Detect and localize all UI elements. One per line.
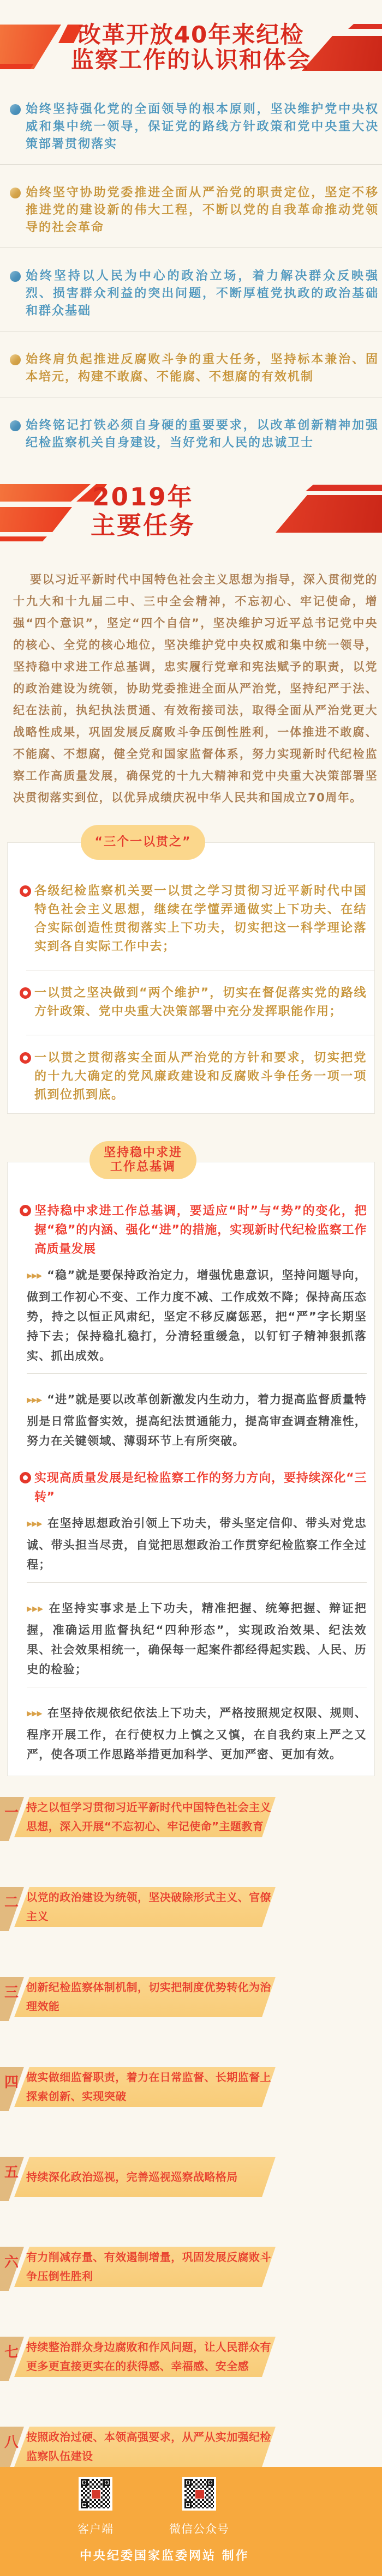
qr-label: 客户端 <box>77 2523 114 2536</box>
list-item <box>0 397 382 452</box>
list-item <box>0 248 382 331</box>
card-item-text: 一以贯之贯彻落实全面从严治党的方针和要求，切实把党的十九大确定的党风廉政建设和反腐败斗争任务一项一项抓到位抓到底。 <box>34 1051 367 1102</box>
task-banner-3 <box>0 1977 276 2017</box>
card-item-text: 各级纪检监察机关要一以贯之学习贯彻习近平新时代中国特色社会主义思想，继续在学懂弄通做实上下功夫、在结合实际创造性贯彻落实上下功夫，切实把这一科学理论落实到各自实际工作中去； <box>34 884 367 954</box>
pill-text-line2: 工作总基调 <box>110 1160 176 1174</box>
bullet-dot-icon <box>10 188 21 198</box>
sub-item-text: 在坚持依规依纪依法上下功夫，严格按照规定权限、规则、程序开展工作，在行使权力上慎之又慎，在自我约束上严之又严，使各项工作思路举措更加科学、更加严密、更加有效。 <box>27 1706 367 1761</box>
card-red-item <box>8 1469 374 1507</box>
card-item-text: 实现高质量发展是纪检监察工作的努力方向，要持续深化“三转” <box>34 1471 367 1504</box>
banner-number: 一 <box>4 1805 19 1821</box>
ring-bullet-icon <box>20 1205 31 1216</box>
triple-arrow-icon: ▶▶▶ <box>27 1710 42 1718</box>
card-sub-item <box>27 1390 367 1451</box>
section-pill-label <box>81 825 206 860</box>
section-title <box>0 483 382 540</box>
qr-block-app <box>77 2477 114 2536</box>
triple-arrow-icon: ▶▶▶ <box>27 1520 42 1528</box>
qr-label: 微信公众号 <box>169 2523 229 2536</box>
tasks-2019-heading <box>0 484 382 540</box>
banner-number: 六 <box>4 2254 19 2271</box>
qr-code-icon <box>79 2477 112 2511</box>
sub-item-text: “进”就是要以改革创新激发内生动力，着力提高监督质量特别是日常监督实效，提高纪法贯通能力，提高审查调查精准性，努力在关键领域、薄弱环节上有所突破。 <box>27 1393 367 1447</box>
task-banner-2 <box>0 1887 276 1927</box>
banner-number: 七 <box>4 2344 19 2361</box>
list-item <box>0 165 382 248</box>
masthead <box>0 0 382 71</box>
numbered-task-list <box>0 1797 382 2467</box>
task-banner-5 <box>0 2157 276 2197</box>
pill-text-line1: 坚持稳中求进 <box>103 1146 182 1160</box>
principle-text: 始终坚守协助党委推进全面从严治党的职责定位，坚定不移推进党的建设新的伟大工程，不断以党的自我革命推动党领导的社会革命 <box>26 186 379 234</box>
triple-arrow-icon: ▶▶▶ <box>27 1272 42 1280</box>
sub-item-text: 在坚持思想政治引领上下功夫，带头坚定信仰、带头对党忠诚、带头担当尽责，自觉把思想政治工作贯穿纪检监察工作全过程； <box>27 1517 367 1571</box>
qr-finder-icon <box>103 2479 110 2486</box>
principles-list <box>0 101 382 452</box>
banner-number: 八 <box>4 2434 19 2451</box>
qr-code-icon <box>182 2477 216 2511</box>
card-wenzhongqiujin <box>7 1162 375 1776</box>
list-item <box>0 331 382 397</box>
task-banner-7 <box>0 2337 276 2377</box>
qr-logo-icon <box>91 2489 101 2499</box>
sub-item-text: “稳”就是要保持政治定力，增强忧患意识，坚持问题导向，做到工作初心不变、工作力度不减、工作成效不降；保持高压态势，持之以恒正风肃纪，坚定不移反腐惩恶，把“严”字长期坚持下去；保持稳扎稳打，分清轻重缓急，以钉钉子精神狠抓落实、抓出成效。 <box>27 1269 367 1362</box>
section-title-line2: 主要任务 <box>90 511 195 540</box>
bullet-dot-icon <box>10 420 21 431</box>
pill-row <box>0 825 382 860</box>
lead-paragraph: 要以习近平新时代中国特色社会主义思想为指导，深入贯彻党的十九大和十九届二中、三中全会精神，不忘初心、牢记使命，增强“四个意识”，坚定“四个自信”，坚决维护习近平总书记党中央的核心、全党的核心地位，坚决维护党中央权威和集中统一领导，坚持稳中求进工作总基调，忠实履行党章和宪法赋予的职责，以党的政治建设为统领，协助党委推进全面从严治党，坚持纪严于法、纪在法前，执纪执法贯通、有效衔接司法，取得全面从严治党更大战略性成果，巩固发展反腐败斗争压倒性胜利，一体推进不敢腐、不能腐、不想腐，健全党和国家监督体系，努力实现新时代纪检监察工作高质量发展，确保党的十九大精神和党中央重大决策部署坚决贯彻落实到位，以优异成绩庆祝中华人民共和国成立70周年。 <box>13 573 378 804</box>
list-item <box>0 101 382 165</box>
banner-number: 四 <box>4 2074 19 2091</box>
section-title-line1: 2019年 <box>92 482 194 511</box>
card-item-text: 一以贯之坚决做到“两个维护”，切实在督促落实党的路线方针政策、党中央重大决策部署中充分发挥职能作用； <box>34 986 367 1018</box>
qr-finder-icon <box>207 2479 214 2486</box>
card-item-text: 坚持稳中求进工作总基调，要适应“时”与“势”的变化，把握“稳”的内涵、强化“进”的措施，实现新时代纪检监察工作高质量发展 <box>34 1204 367 1256</box>
bullet-dot-icon <box>10 354 21 365</box>
task-banner-8 <box>0 2427 276 2467</box>
page-title-line1: 改革开放40年来纪检 <box>77 21 305 48</box>
banner-label: 持续深化政治巡视，完善巡视巡察战略格局 <box>26 2170 238 2183</box>
card-item <box>8 1049 374 1105</box>
ring-bullet-icon <box>20 987 31 999</box>
sub-item-text: 在坚持实事求是上下功夫，精准把握、统筹把握、辩证把握，准确运用监督执纪“四种形态”，实现政治效果、纪法效果、社会效果相统一，确保每一起案件都经得起实践、人民、历史的检验； <box>27 1602 367 1676</box>
task-banner-6 <box>0 2247 276 2287</box>
card-item <box>8 882 374 956</box>
page-title-line2: 监察工作的认识和体会 <box>70 46 311 73</box>
bullet-dot-icon <box>10 104 21 115</box>
principle-text: 始终坚持以人民为中心的政治立场，着力解决群众反映强烈、损害群众利益的突出问题，不断厚植党执政的政治基础和群众基础 <box>26 269 379 318</box>
qr-finder-icon <box>184 2501 192 2508</box>
task-banner-4 <box>0 2067 276 2107</box>
qr-logo-icon <box>195 2489 205 2499</box>
footer <box>0 2467 382 2576</box>
banner-label: 以党的政治建设为统领，坚决破除形式主义、官僚主义 <box>26 1891 271 1923</box>
pill-row <box>0 1141 382 1179</box>
ring-bullet-icon <box>20 885 31 897</box>
pill-text: “三个一以贯之” <box>94 835 192 849</box>
footer-credit: 中央纪委国家监委网站 制作 <box>80 2549 249 2563</box>
banner-label: 有力削减存量、有效遏制增量，巩固发展反腐败斗争压倒性胜利 <box>26 2251 271 2283</box>
card-sub-item <box>27 1598 367 1687</box>
task-banner-1 <box>0 1797 276 1837</box>
card-red-item <box>8 1202 374 1259</box>
qr-finder-icon <box>81 2479 88 2486</box>
ring-bullet-icon <box>20 1052 31 1064</box>
banner-label: 持续整治群众身边腐败和作风问题，让人民群众有更多更直接更实在的获得感、幸福感、安全感 <box>26 2340 271 2373</box>
card-sange-yiyiguanzhi <box>7 842 375 1114</box>
banner-label: 创新纪检监察体制机制，切实把制度优势转化为治理效能 <box>26 1981 271 2013</box>
banner-number: 三 <box>4 1984 19 2001</box>
banner-label: 持之以恒学习贯彻习近平新时代中国特色社会主义思想，深入开展“不忘初心、牢记使命”主题教育 <box>26 1801 271 1833</box>
card-sub-item <box>27 1513 367 1583</box>
principle-text: 始终铭记打铁必须自身硬的重要要求，以改革创新精神加强纪检监察机关自身建设，当好党和人民的忠诚卫士 <box>26 419 379 450</box>
card-item <box>8 984 374 1021</box>
card-sub-item <box>27 1703 367 1764</box>
banner-label: 做实做细监督职责，着力在日常监督、长期监督上探索创新、实现突破 <box>26 2071 271 2103</box>
principle-text: 始终肩负起推进反腐败斗争的重大任务，坚持标本兼治、固本培元，构建不敢腐、不能腐、不想腐的有效机制 <box>26 353 379 384</box>
triple-arrow-icon: ▶▶▶ <box>27 1396 42 1404</box>
banner-number: 五 <box>4 2164 19 2181</box>
triple-arrow-icon: ▶▶▶ <box>27 1605 44 1613</box>
qr-finder-icon <box>81 2501 88 2508</box>
qr-row <box>0 2467 382 2536</box>
ring-bullet-icon <box>20 1472 31 1483</box>
principle-text: 始终坚持强化党的全面领导的根本原则，坚决维护党中央权威和集中统一领导，保证党的路线方针政策和党中央重大决策部署贯彻落实 <box>26 102 379 151</box>
qr-block-wechat <box>169 2477 229 2536</box>
qr-finder-icon <box>184 2479 192 2486</box>
page-title <box>0 22 382 73</box>
bullet-dot-icon <box>10 271 21 282</box>
banner-number: 二 <box>4 1895 19 1911</box>
card-sub-item <box>27 1265 367 1374</box>
section-pill-label <box>89 1141 196 1179</box>
banner-label: 按照政治过硬、本领高强要求，从严从实加强纪检监察队伍建设 <box>26 2430 271 2463</box>
